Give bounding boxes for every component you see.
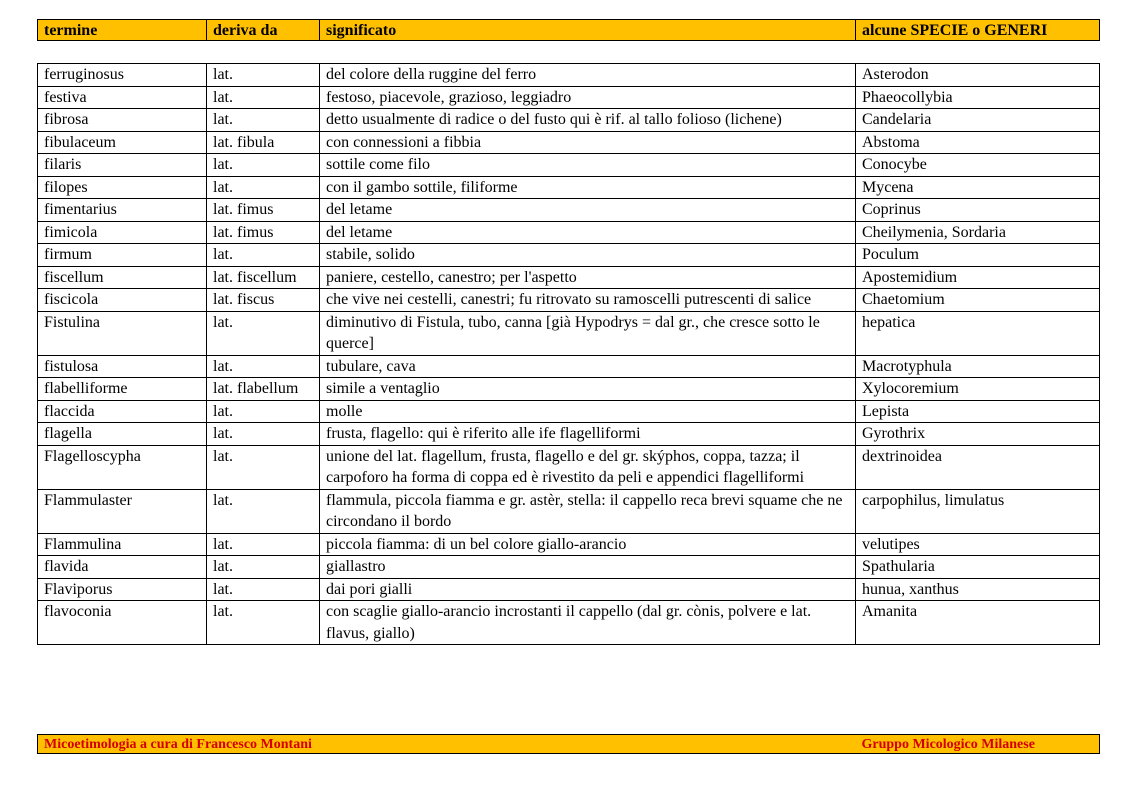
table-row xyxy=(38,601,1100,645)
table-row xyxy=(38,533,1100,556)
cell-termine: filopes xyxy=(38,176,207,199)
cell-specie: Apostemidium xyxy=(856,266,1100,289)
cell-termine: filaris xyxy=(38,154,207,177)
cell-termine: flavida xyxy=(38,556,207,579)
table-row xyxy=(38,578,1100,601)
cell-termine: Fistulina xyxy=(38,311,207,355)
cell-deriva-da: lat. fiscellum xyxy=(207,266,320,289)
cell-deriva-da: lat. xyxy=(207,489,320,533)
cell-termine: Flagelloscypha xyxy=(38,445,207,489)
cell-specie: Abstoma xyxy=(856,131,1100,154)
cell-significato: unione del lat. flagellum, frusta, flagello e del gr. skýphos, coppa, tazza; il carpoforo ha forma di coppa ed è rivestito da peli e appendici flagelliformi xyxy=(320,445,856,489)
cell-termine: festiva xyxy=(38,86,207,109)
header-deriva-da: deriva da xyxy=(207,20,320,41)
cell-significato: del colore della ruggine del ferro xyxy=(320,64,856,87)
cell-termine: firmum xyxy=(38,244,207,267)
cell-termine: flabelliforme xyxy=(38,378,207,401)
cell-specie: Xylocoremium xyxy=(856,378,1100,401)
cell-specie: Macrotyphula xyxy=(856,355,1100,378)
cell-termine: ferruginosus xyxy=(38,64,207,87)
cell-significato: giallastro xyxy=(320,556,856,579)
header-specie: alcune SPECIE o GENERI xyxy=(856,20,1100,41)
header-band xyxy=(37,19,1100,41)
cell-significato: con il gambo sottile, filiforme xyxy=(320,176,856,199)
cell-deriva-da: lat. xyxy=(207,154,320,177)
cell-specie: Asterodon xyxy=(856,64,1100,87)
cell-specie: Spathularia xyxy=(856,556,1100,579)
cell-termine: flagella xyxy=(38,423,207,446)
cell-deriva-da: lat. xyxy=(207,311,320,355)
table-row xyxy=(38,400,1100,423)
table-row xyxy=(38,154,1100,177)
table-row xyxy=(38,221,1100,244)
cell-deriva-da: lat. xyxy=(207,445,320,489)
cell-deriva-da: lat. xyxy=(207,109,320,132)
cell-specie: velutipes xyxy=(856,533,1100,556)
header-significato: significato xyxy=(320,20,856,41)
table-row xyxy=(38,244,1100,267)
cell-deriva-da: lat. fiscus xyxy=(207,289,320,312)
cell-specie: Lepista xyxy=(856,400,1100,423)
cell-significato: simile a ventaglio xyxy=(320,378,856,401)
cell-specie: Coprinus xyxy=(856,199,1100,222)
cell-deriva-da: lat. xyxy=(207,64,320,87)
cell-significato: sottile come filo xyxy=(320,154,856,177)
cell-termine: fibulaceum xyxy=(38,131,207,154)
table-row xyxy=(38,289,1100,312)
table-row xyxy=(38,131,1100,154)
cell-specie: Conocybe xyxy=(856,154,1100,177)
table-row xyxy=(38,266,1100,289)
table-row xyxy=(38,86,1100,109)
table-row xyxy=(38,109,1100,132)
cell-significato: con connessioni a fibbia xyxy=(320,131,856,154)
cell-deriva-da: lat. xyxy=(207,533,320,556)
cell-significato: flammula, piccola fiamma e gr. astèr, stella: il cappello reca brevi squame che ne circondano il bordo xyxy=(320,489,856,533)
cell-deriva-da: lat. xyxy=(207,244,320,267)
cell-significato: del letame xyxy=(320,221,856,244)
glossary-table xyxy=(37,63,1100,645)
cell-deriva-da: lat. xyxy=(207,578,320,601)
cell-significato: molle xyxy=(320,400,856,423)
cell-deriva-da: lat. fimus xyxy=(207,199,320,222)
table-row xyxy=(38,556,1100,579)
cell-specie: hunua, xanthus xyxy=(856,578,1100,601)
cell-significato: dai pori gialli xyxy=(320,578,856,601)
cell-specie: Amanita xyxy=(856,601,1100,645)
table-row xyxy=(38,64,1100,87)
table-row xyxy=(38,378,1100,401)
cell-specie: Cheilymenia, Sordaria xyxy=(856,221,1100,244)
cell-termine: flavoconia xyxy=(38,601,207,645)
cell-termine: fistulosa xyxy=(38,355,207,378)
cell-significato: paniere, cestello, canestro; per l'aspetto xyxy=(320,266,856,289)
cell-specie: Candelaria xyxy=(856,109,1100,132)
cell-deriva-da: lat. xyxy=(207,556,320,579)
cell-deriva-da: lat. xyxy=(207,176,320,199)
header-termine: termine xyxy=(38,20,207,41)
footer-band xyxy=(37,734,1100,754)
cell-deriva-da: lat. fibula xyxy=(207,131,320,154)
cell-specie: hepatica xyxy=(856,311,1100,355)
cell-deriva-da: lat. xyxy=(207,601,320,645)
cell-significato: diminutivo di Fistula, tubo, canna [già Hypodrys = dal gr., che cresce sotto le querce] xyxy=(320,311,856,355)
cell-specie: Mycena xyxy=(856,176,1100,199)
cell-specie: Chaetomium xyxy=(856,289,1100,312)
cell-significato: frusta, flagello: qui è riferito alle ife flagelliformi xyxy=(320,423,856,446)
cell-deriva-da: lat. xyxy=(207,86,320,109)
cell-significato: che vive nei cestelli, canestri; fu ritrovato su ramoscelli putrescenti di salice xyxy=(320,289,856,312)
cell-specie: carpophilus, limulatus xyxy=(856,489,1100,533)
cell-significato: stabile, solido xyxy=(320,244,856,267)
cell-specie: Phaeocollybia xyxy=(856,86,1100,109)
cell-significato: tubulare, cava xyxy=(320,355,856,378)
cell-deriva-da: lat. fimus xyxy=(207,221,320,244)
cell-deriva-da: lat. xyxy=(207,400,320,423)
table-row xyxy=(38,355,1100,378)
cell-significato: con scaglie giallo-arancio incrostanti il cappello (dal gr. cònis, polvere e lat. flavus, giallo) xyxy=(320,601,856,645)
cell-significato: del letame xyxy=(320,199,856,222)
cell-termine: Flammulina xyxy=(38,533,207,556)
table-row xyxy=(38,199,1100,222)
cell-deriva-da: lat. xyxy=(207,355,320,378)
table-row xyxy=(38,489,1100,533)
footer-right: Gruppo Micologico Milanese xyxy=(856,735,1100,754)
cell-termine: fibrosa xyxy=(38,109,207,132)
cell-deriva-da: lat. xyxy=(207,423,320,446)
cell-significato: piccola fiamma: di un bel colore giallo-arancio xyxy=(320,533,856,556)
cell-specie: dextrinoidea xyxy=(856,445,1100,489)
table-row xyxy=(38,423,1100,446)
cell-specie: Gyrothrix xyxy=(856,423,1100,446)
cell-termine: fiscicola xyxy=(38,289,207,312)
cell-deriva-da: lat. flabellum xyxy=(207,378,320,401)
cell-termine: Flaviporus xyxy=(38,578,207,601)
table-row xyxy=(38,445,1100,489)
cell-significato: detto usualmente di radice o del fusto qui è rif. al tallo folioso (lichene) xyxy=(320,109,856,132)
footer-left: Micoetimologia a cura di Francesco Montani xyxy=(38,735,856,754)
cell-termine: fimentarius xyxy=(38,199,207,222)
table-row xyxy=(38,176,1100,199)
cell-termine: flaccida xyxy=(38,400,207,423)
cell-specie: Poculum xyxy=(856,244,1100,267)
cell-termine: fiscellum xyxy=(38,266,207,289)
cell-significato: festoso, piacevole, grazioso, leggiadro xyxy=(320,86,856,109)
table-row xyxy=(38,311,1100,355)
cell-termine: Flammulaster xyxy=(38,489,207,533)
cell-termine: fimicola xyxy=(38,221,207,244)
